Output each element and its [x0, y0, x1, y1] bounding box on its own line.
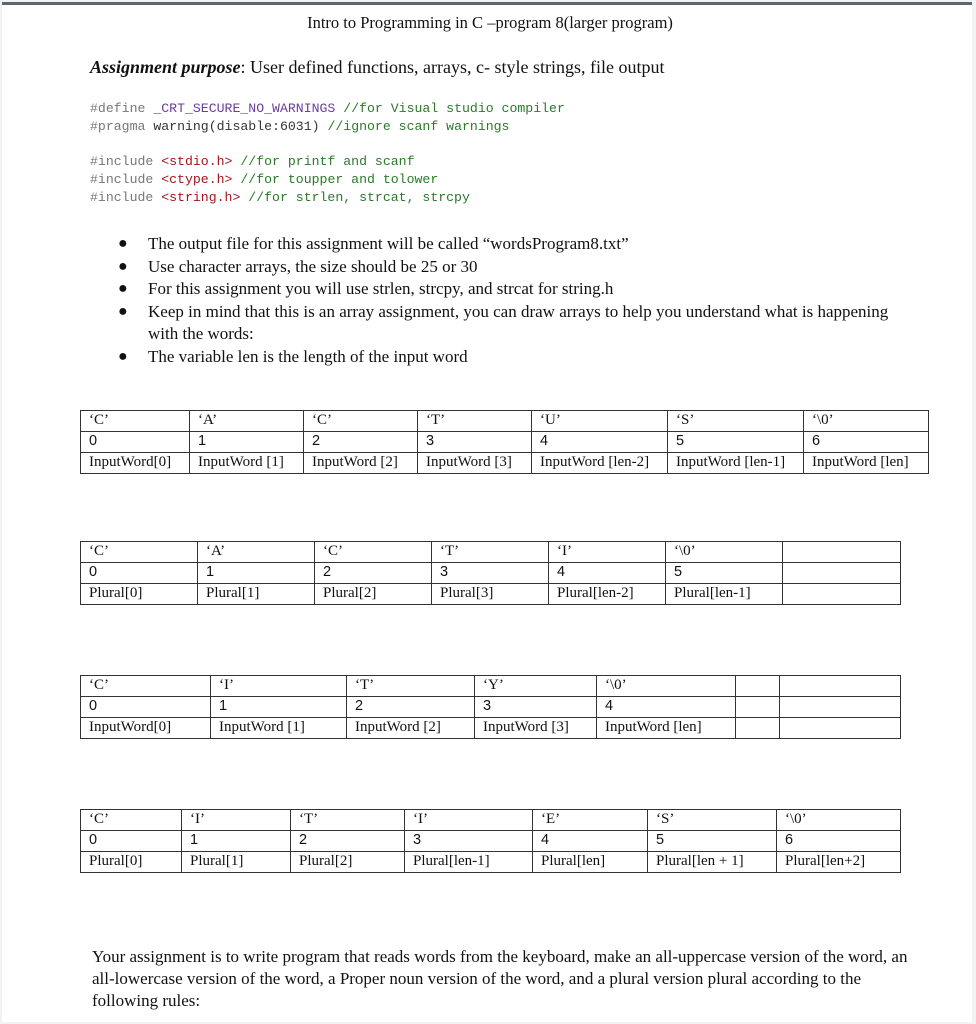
- table-cell: InputWord [3]: [418, 453, 532, 474]
- table-cell: 4: [597, 697, 736, 718]
- list-item: ● The output file for this assignment will be called “wordsProgram8.txt”: [118, 233, 898, 256]
- table-cell: [783, 584, 901, 605]
- table-cell: 5: [666, 563, 783, 584]
- table-cell: InputWord [1]: [190, 453, 304, 474]
- table-cell: ‘C’: [81, 411, 190, 432]
- table-cell: ‘A’: [190, 411, 304, 432]
- bullet-icon: ●: [118, 280, 128, 297]
- table-row-labels: [81, 453, 929, 474]
- list-item: ● Use character arrays, the size should be 25 or 30: [118, 256, 898, 279]
- table-cell: Plural[len-2]: [549, 584, 666, 605]
- table-cell: 0: [81, 697, 211, 718]
- table-cell: ‘S’: [648, 810, 777, 831]
- code-line-include: #include <string.h> //for strlen, strcat, strcpy: [90, 190, 470, 205]
- page-title: Intro to Programming in C –program 8(larger program): [307, 13, 673, 32]
- table-cell: Plural[2]: [315, 584, 432, 605]
- table-cell: Plural[2]: [291, 852, 405, 873]
- array-table-city: [80, 675, 901, 739]
- table-cell: ‘\0’: [666, 542, 783, 563]
- code-line-include: #include <ctype.h> //for toupper and tolower: [90, 172, 439, 187]
- table-cell: ‘T’: [347, 676, 475, 697]
- table-cell: Plural[len-1]: [666, 584, 783, 605]
- table-cell: 5: [668, 432, 804, 453]
- table-cell: ‘Y’: [475, 676, 597, 697]
- table-row-labels: [81, 852, 901, 873]
- table-cell: Plural[0]: [81, 852, 182, 873]
- table-cell: [780, 718, 901, 739]
- table-cell: InputWord [len-1]: [668, 453, 804, 474]
- assignment-description: Your assignment is to write program that reads words from the keyboard, make an all-uppercase version of the word, an all-lowercase version of the word, a Proper noun version of the word, and a plural version plural according to the following rules:: [92, 947, 908, 1010]
- table-cell: [783, 563, 901, 584]
- table-cell: ‘T’: [291, 810, 405, 831]
- table-cell: 0: [81, 831, 182, 852]
- bullet-icon: ●: [118, 347, 128, 365]
- table-cell: ‘U’: [532, 411, 668, 432]
- table-cell: InputWord [len]: [804, 453, 929, 474]
- table-cell: InputWord[0]: [81, 453, 190, 474]
- table-row-chars: [81, 542, 901, 563]
- document-page: [2, 2, 972, 1022]
- table-cell: 2: [315, 563, 432, 584]
- table-cell: Plural[1]: [182, 852, 291, 873]
- table-cell: ‘I’: [405, 810, 533, 831]
- purpose-label: Assignment purpose: [90, 57, 241, 77]
- table-cell: [736, 718, 780, 739]
- list-item: ● For this assignment you will use strlen, strcpy, and strcat for string.h: [118, 278, 898, 301]
- bullet-list: [118, 233, 898, 368]
- code-block-defines: [90, 100, 565, 136]
- table-cell: [736, 676, 780, 697]
- table-cell: [780, 697, 901, 718]
- code-line-pragma: #pragma warning(disable:6031) //ignore scanf warnings: [90, 119, 510, 134]
- table-row-chars: [81, 411, 929, 432]
- table-cell: 6: [777, 831, 901, 852]
- table-row-indexes: [81, 432, 929, 453]
- list-item: ● Keep in mind that this is an array assignment, you can draw arrays to help you understand what is happening with the words:: [118, 301, 889, 343]
- table-cell: ‘S’: [668, 411, 804, 432]
- list-item: ● The variable len is the length of the input word: [118, 346, 898, 369]
- table-cell: 4: [532, 432, 668, 453]
- table-row-indexes: [81, 563, 901, 584]
- table-cell: Plural[0]: [81, 584, 198, 605]
- table-row-indexes: [81, 697, 901, 718]
- assignment-purpose: [90, 57, 664, 78]
- table-cell: 4: [533, 831, 648, 852]
- code-line-include: #include <stdio.h> //for printf and scanf: [90, 154, 415, 169]
- table-cell: InputWord [3]: [475, 718, 597, 739]
- table-cell: [780, 676, 901, 697]
- table-cell: ‘C’: [315, 542, 432, 563]
- table-cell: Plural[len+2]: [777, 852, 901, 873]
- table-cell: 0: [81, 432, 190, 453]
- table-cell: ‘T’: [432, 542, 549, 563]
- table-cell: ‘C’: [304, 411, 418, 432]
- table-cell: 0: [81, 563, 198, 584]
- table-cell: ‘A’: [198, 542, 315, 563]
- bullet-icon: ●: [118, 257, 128, 275]
- table-row-labels: [81, 718, 901, 739]
- table-cell: InputWord [1]: [211, 718, 347, 739]
- table-cell: 1: [182, 831, 291, 852]
- table-cell: 2: [291, 831, 405, 852]
- table-cell: Plural[len + 1]: [648, 852, 777, 873]
- table-row-chars: [81, 676, 901, 697]
- table-cell: InputWord [len-2]: [532, 453, 668, 474]
- table-cell: ‘C’: [81, 810, 182, 831]
- table-cell: 1: [190, 432, 304, 453]
- table-cell: [736, 697, 780, 718]
- table-cell: Plural[len-1]: [405, 852, 533, 873]
- table-cell: 2: [347, 697, 475, 718]
- table-cell: ‘\0’: [597, 676, 736, 697]
- code-block-includes: [90, 153, 470, 207]
- array-table-cacti: [80, 541, 901, 605]
- table-cell: 3: [418, 432, 532, 453]
- table-cell: InputWord [2]: [347, 718, 475, 739]
- table-row-chars: [81, 810, 901, 831]
- table-cell: InputWord [2]: [304, 453, 418, 474]
- table-cell: 1: [211, 697, 347, 718]
- table-cell: InputWord[0]: [81, 718, 211, 739]
- table-cell: ‘I’: [549, 542, 666, 563]
- bullet-icon: ●: [118, 302, 128, 320]
- table-cell: ‘E’: [533, 810, 648, 831]
- table-cell: Plural[3]: [432, 584, 549, 605]
- purpose-text: : User defined functions, arrays, c- style strings, file output: [240, 57, 665, 77]
- table-cell: 1: [198, 563, 315, 584]
- array-table-cactus: [80, 410, 929, 474]
- table-cell: 4: [549, 563, 666, 584]
- bullet-icon: ●: [118, 235, 128, 252]
- code-line-define: #define _CRT_SECURE_NO_WARNINGS //for Visual studio compiler: [90, 101, 565, 116]
- table-cell: ‘T’: [418, 411, 532, 432]
- table-cell: ‘I’: [182, 810, 291, 831]
- table-cell: 3: [475, 697, 597, 718]
- table-cell: ‘I’: [211, 676, 347, 697]
- table-cell: 6: [804, 432, 929, 453]
- array-table-cities: [80, 809, 901, 873]
- table-cell: InputWord [len]: [597, 718, 736, 739]
- table-cell: [783, 542, 901, 563]
- table-cell: 5: [648, 831, 777, 852]
- table-cell: ‘\0’: [804, 411, 929, 432]
- table-cell: ‘\0’: [777, 810, 901, 831]
- table-cell: ‘C’: [81, 676, 211, 697]
- table-cell: 3: [405, 831, 533, 852]
- table-cell: 2: [304, 432, 418, 453]
- table-cell: Plural[1]: [198, 584, 315, 605]
- table-cell: Plural[len]: [533, 852, 648, 873]
- table-row-labels: [81, 584, 901, 605]
- table-cell: 3: [432, 563, 549, 584]
- table-row-indexes: [81, 831, 901, 852]
- table-cell: ‘C’: [81, 542, 198, 563]
